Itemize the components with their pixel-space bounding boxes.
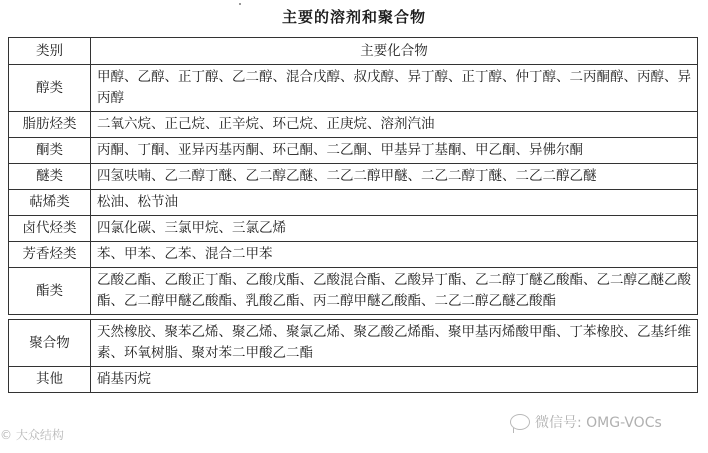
row-category: 芳香烃类 bbox=[9, 242, 91, 268]
row-compounds: 松油、松节油 bbox=[91, 190, 698, 216]
table-row bbox=[9, 268, 698, 315]
row-category: 聚合物 bbox=[9, 320, 91, 367]
table-row bbox=[9, 216, 698, 242]
row-category: 脂肪烃类 bbox=[9, 112, 91, 138]
row-compounds: 苯、甲苯、乙苯、混合二甲苯 bbox=[91, 242, 698, 268]
row-compounds: 天然橡胶、聚苯乙烯、聚乙烯、聚氯乙烯、聚乙酸乙烯酯、聚甲基丙烯酸甲酯、丁苯橡胶、乙基纤维素、环氧树脂、聚对苯二甲酸乙二酯 bbox=[91, 320, 698, 367]
decorative-dot bbox=[239, 3, 241, 5]
watermark-left: © 大众结构 bbox=[0, 428, 64, 442]
page-title: 主要的溶剂和聚合物 bbox=[281, 8, 426, 26]
chat-bubble-icon bbox=[510, 414, 530, 430]
solvents-table bbox=[8, 37, 698, 393]
watermark-text: 微信号: OMG-VOCs bbox=[535, 415, 662, 431]
table-row bbox=[9, 65, 698, 112]
row-compounds: 二氧六烷、正己烷、正辛烷、环己烷、正庚烷、溶剂汽油 bbox=[91, 112, 698, 138]
row-compounds: 甲醇、乙醇、正丁醇、乙二醇、混合戊醇、叔戊醇、异丁醇、正丁醇、仲丁醇、二丙酮醇、丙醇、异丙醇 bbox=[91, 65, 698, 112]
header-category: 类别 bbox=[9, 38, 91, 65]
row-compounds: 乙酸乙酯、乙酸正丁酯、乙酸戊酯、乙酸混合酯、乙酸异丁酯、乙二醇丁醚乙酸酯、乙二醇乙醚乙酸酯、乙二醇甲醚乙酸酯、乳酸乙酯、丙二醇甲醚乙酸酯、二乙二醇乙醚乙酸酯 bbox=[91, 268, 698, 315]
row-compounds: 四氯化碳、三氯甲烷、三氯乙烯 bbox=[91, 216, 698, 242]
row-category: 酯类 bbox=[9, 268, 91, 315]
table-row bbox=[9, 320, 698, 367]
table-header-row bbox=[9, 38, 698, 65]
table-row bbox=[9, 190, 698, 216]
row-compounds: 四氢呋喃、乙二醇丁醚、乙二醇乙醚、二乙二醇甲醚、二乙二醇丁醚、二乙二醇乙醚 bbox=[91, 164, 698, 190]
row-compounds: 硝基丙烷 bbox=[91, 367, 698, 393]
row-category: 醇类 bbox=[9, 65, 91, 112]
row-category: 萜烯类 bbox=[9, 190, 91, 216]
table-row bbox=[9, 138, 698, 164]
row-category: 其他 bbox=[9, 367, 91, 393]
row-category: 卤代烃类 bbox=[9, 216, 91, 242]
table-row bbox=[9, 112, 698, 138]
table-row bbox=[9, 367, 698, 393]
header-compounds: 主要化合物 bbox=[91, 38, 698, 65]
row-compounds: 丙酮、丁酮、亚异丙基丙酮、环己酮、二乙酮、甲基异丁基酮、甲乙酮、异佛尔酮 bbox=[91, 138, 698, 164]
watermark bbox=[510, 412, 662, 432]
table-row bbox=[9, 164, 698, 190]
table-row bbox=[9, 242, 698, 268]
row-category: 酮类 bbox=[9, 138, 91, 164]
row-category: 醚类 bbox=[9, 164, 91, 190]
